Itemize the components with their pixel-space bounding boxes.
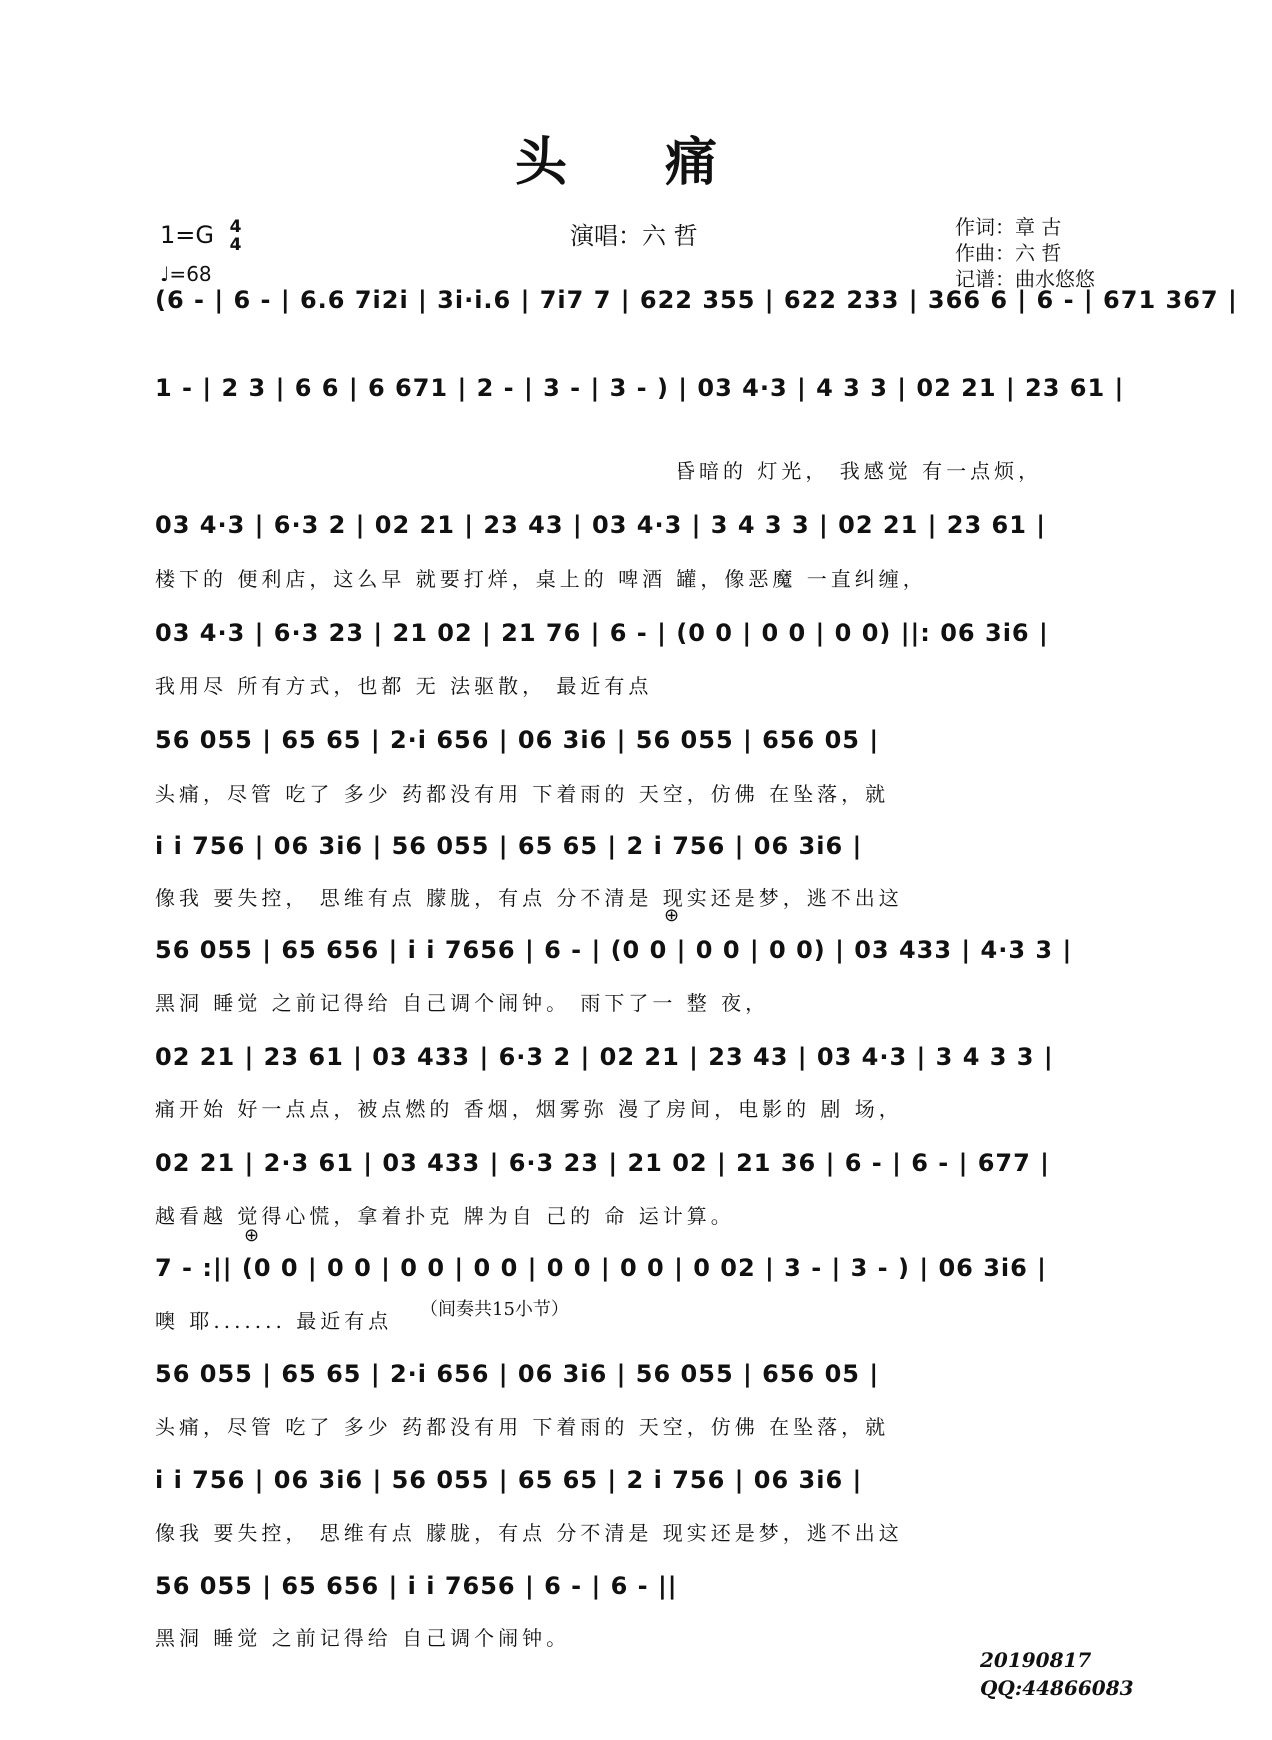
row-5-lyric: 头痛，尽管 吃了 多少 药都没有用 下着雨的 天空，仿佛 在坠落，就 [155,782,890,806]
row-9-notes [155,1143,1125,1183]
row-12-lyric: 像我 要失控， 思维有点 朦胧，有点 分不清是 现实还是梦，逃不出这 [155,1521,903,1545]
row-1-notes [155,280,1238,320]
row-4-lyric: 我用尽 所有方式，也都 无 法驱散， 最近有点 [155,674,653,698]
notes: 7 - :|| (0 0 | 0 0 | 0 0 | 0 0 | 0 0 | 0 0 | 0 02 | 3 - | 3 - ) | 06 3i6 | [155,1254,1047,1282]
row-5-notes [155,720,1125,760]
notes: (6 - | 6 - | 6.6 7i2i | 3i·i.6 | 7i7 7 | 622 355 | 622 233 | 366 6 | 6 - | 671 367 | [155,286,1238,314]
notes: 56 055 | 65 65 | 2·i 656 | 06 3i6 | 56 055 | 656 05 | [155,726,880,754]
row-11-notes [155,1354,1125,1394]
row-3-lyric: 楼下的 便利店，这么早 就要打烊，桌上的 啤酒 罐，像恶魔 一直纠缠， [155,567,927,591]
time-signature [230,218,242,254]
coda-mark-2: ⊕ [244,1225,260,1246]
score-title: 头 痛 [514,132,758,193]
tempo: ♩=68 [160,262,212,286]
notes: i i 756 | 06 3i6 | 56 055 | 65 65 | 2 i 756 | 06 3i6 | [155,832,863,860]
row-12-notes [155,1460,1125,1500]
row-6-notes [155,826,1125,866]
notes: 03 4·3 | 6·3 23 | 21 02 | 21 76 | 6 - | (0 0 | 0 0 | 0 0) ||: 06 3i6 | [155,619,1049,647]
time-top: 4 [229,217,242,237]
key-text: 1=G [160,221,214,249]
row-6-lyric: 像我 要失控， 思维有点 朦胧，有点 分不清是 现实还是梦，逃不出这 [155,886,903,910]
notes: 02 21 | 2·3 61 | 03 433 | 6·3 23 | 21 02 | 21 36 | 6 - | 6 - | 677 | [155,1149,1050,1177]
row-7-notes [155,930,1125,970]
key-signature [160,218,241,254]
row-13-lyric: 黑洞 睡觉 之前记得给 自己调个闹钟。 [155,1626,571,1650]
lyricist: 作词：章 古 [955,215,1062,239]
notes: 1 - | 2 3 | 6 6 | 6 671 | 2 - | 3 - | 3 - ) | 03 4·3 | 4 3 3 | 02 21 | 23 61 | [155,374,1125,402]
notes: i i 756 | 06 3i6 | 56 055 | 65 65 | 2 i 756 | 06 3i6 | [155,1466,863,1494]
row-3-notes [155,505,1125,545]
row-2-lyric: 昏暗的 灯光， 我感觉 有一点烦， [675,459,1043,483]
row-8-notes [155,1037,1125,1077]
coda-mark-1: ⊕ [664,905,680,926]
notes: 03 4·3 | 6·3 2 | 02 21 | 23 43 | 03 4·3 | 3 4 3 3 | 02 21 | 23 61 | [155,511,1047,539]
footer-date: 20190817 [980,1648,1092,1672]
row-2-notes [155,368,1125,408]
row-13-notes [155,1566,1125,1606]
row-10-lyric: 噢 耶....... 最近有点 [155,1309,393,1333]
footer-qq: QQ:44866083 [980,1676,1134,1700]
time-bottom: 4 [229,235,242,255]
row-8-lyric: 痛开始 好一点点，被点燃的 香烟，烟雾弥 漫了房间，电影的 剧 场， [155,1097,903,1121]
row-4-notes [155,613,1125,653]
notes: 56 055 | 65 656 | i i 7656 | 6 - | 6 - || [155,1572,678,1600]
row-7-lyric: 黑洞 睡觉 之前记得给 自己调个闹钟。 雨下了一 整 夜， [155,991,770,1015]
notes: 02 21 | 23 61 | 03 433 | 6·3 2 | 02 21 | 23 43 | 03 4·3 | 3 4 3 3 | [155,1043,1054,1071]
row-9-lyric: 越看越 觉得心慌，拿着扑克 牌为自 己的 命 运计算。 [155,1204,735,1228]
notes: 56 055 | 65 65 | 2·i 656 | 06 3i6 | 56 055 | 656 05 | [155,1360,880,1388]
row-10-notes [155,1248,1125,1288]
performer: 演唱：六 哲 [570,222,698,250]
composer: 作曲：六 哲 [955,241,1062,265]
row-11-lyric: 头痛，尽管 吃了 多少 药都没有用 下着雨的 天空，仿佛 在坠落，就 [155,1415,890,1439]
notes: 56 055 | 65 656 | i i 7656 | 6 - | (0 0 | 0 0 | 0 0) | 03 433 | 4·3 3 | [155,936,1073,964]
interlude-note: （间奏共15小节） [420,1299,569,1320]
transcriber: 记谱：曲水悠悠 [955,267,1095,291]
